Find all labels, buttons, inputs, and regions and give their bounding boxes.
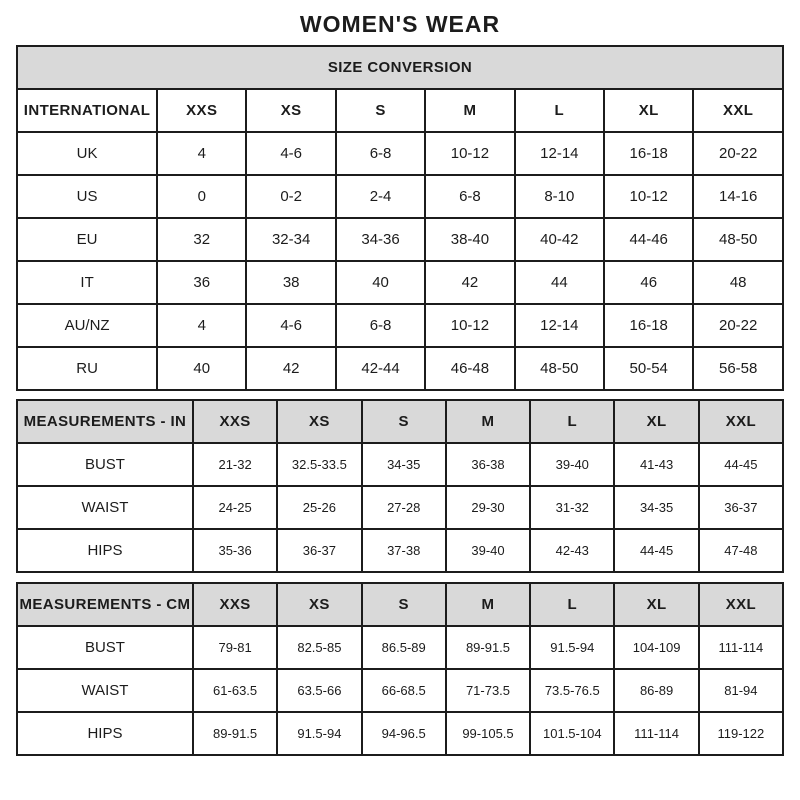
row-label: UK bbox=[17, 132, 157, 175]
cell: 35-36 bbox=[193, 529, 277, 572]
cell: 10-12 bbox=[425, 304, 514, 347]
table-row-uk bbox=[17, 132, 783, 175]
header-cell-measurements-in: MEASUREMENTS - IN bbox=[17, 400, 193, 443]
cell: 42-43 bbox=[530, 529, 614, 572]
cell: 82.5-85 bbox=[277, 626, 361, 669]
cell: 40 bbox=[157, 347, 246, 390]
cell: 16-18 bbox=[604, 132, 693, 175]
cell: 89-91.5 bbox=[446, 626, 530, 669]
header-cell: S bbox=[336, 89, 425, 132]
cell: 29-30 bbox=[446, 486, 530, 529]
header-cell: M bbox=[425, 89, 514, 132]
cell: 44 bbox=[515, 261, 604, 304]
cell: 46-48 bbox=[425, 347, 514, 390]
banner-row bbox=[17, 46, 783, 89]
row-label: BUST bbox=[17, 443, 193, 486]
row-label: WAIST bbox=[17, 486, 193, 529]
cell: 56-58 bbox=[693, 347, 783, 390]
table-row-bust-in bbox=[17, 443, 783, 486]
cell: 32.5-33.5 bbox=[277, 443, 361, 486]
cell: 12-14 bbox=[515, 132, 604, 175]
cell: 99-105.5 bbox=[446, 712, 530, 755]
cell: 31-32 bbox=[530, 486, 614, 529]
cell: 39-40 bbox=[530, 443, 614, 486]
cell: 44-45 bbox=[614, 529, 698, 572]
header-cell: XS bbox=[277, 400, 361, 443]
cell: 89-91.5 bbox=[193, 712, 277, 755]
cell: 21-32 bbox=[193, 443, 277, 486]
cell: 4-6 bbox=[246, 304, 335, 347]
header-cell: XL bbox=[614, 400, 698, 443]
cell: 2-4 bbox=[336, 175, 425, 218]
cell: 63.5-66 bbox=[277, 669, 361, 712]
header-cell: S bbox=[362, 583, 446, 626]
cell: 10-12 bbox=[425, 132, 514, 175]
cell: 61-63.5 bbox=[193, 669, 277, 712]
row-label: AU/NZ bbox=[17, 304, 157, 347]
cell: 73.5-76.5 bbox=[530, 669, 614, 712]
row-label: US bbox=[17, 175, 157, 218]
header-cell-international: INTERNATIONAL bbox=[17, 89, 157, 132]
cell: 50-54 bbox=[604, 347, 693, 390]
cell: 32 bbox=[157, 218, 246, 261]
cell: 91.5-94 bbox=[277, 712, 361, 755]
cell: 36-37 bbox=[699, 486, 783, 529]
table-row-us bbox=[17, 175, 783, 218]
cell: 4 bbox=[157, 304, 246, 347]
cell: 32-34 bbox=[246, 218, 335, 261]
table-row-aunz bbox=[17, 304, 783, 347]
header-cell: L bbox=[515, 89, 604, 132]
cell: 27-28 bbox=[362, 486, 446, 529]
row-label: IT bbox=[17, 261, 157, 304]
header-cell: XXL bbox=[693, 89, 783, 132]
cell: 86.5-89 bbox=[362, 626, 446, 669]
cell: 46 bbox=[604, 261, 693, 304]
table-row-it bbox=[17, 261, 783, 304]
cell: 101.5-104 bbox=[530, 712, 614, 755]
cell: 48-50 bbox=[515, 347, 604, 390]
header-cell: XL bbox=[614, 583, 698, 626]
header-cell: M bbox=[446, 583, 530, 626]
cell: 44-45 bbox=[699, 443, 783, 486]
measurements-cm-table bbox=[16, 582, 784, 756]
cell: 4 bbox=[157, 132, 246, 175]
cell: 37-38 bbox=[362, 529, 446, 572]
row-label: HIPS bbox=[17, 712, 193, 755]
cell: 48-50 bbox=[693, 218, 783, 261]
cell: 24-25 bbox=[193, 486, 277, 529]
header-row bbox=[17, 400, 783, 443]
cell: 48 bbox=[693, 261, 783, 304]
header-cell: L bbox=[530, 583, 614, 626]
header-cell: L bbox=[530, 400, 614, 443]
measurements-in-table bbox=[16, 399, 784, 573]
header-cell: XS bbox=[277, 583, 361, 626]
cell: 38-40 bbox=[425, 218, 514, 261]
cell: 20-22 bbox=[693, 304, 783, 347]
header-cell: XXL bbox=[699, 400, 783, 443]
cell: 6-8 bbox=[336, 304, 425, 347]
table-row-waist-in bbox=[17, 486, 783, 529]
cell: 6-8 bbox=[425, 175, 514, 218]
cell: 34-36 bbox=[336, 218, 425, 261]
cell: 94-96.5 bbox=[362, 712, 446, 755]
row-label: WAIST bbox=[17, 669, 193, 712]
table-row-waist-cm bbox=[17, 669, 783, 712]
header-row bbox=[17, 89, 783, 132]
header-cell: M bbox=[446, 400, 530, 443]
header-cell: XXS bbox=[193, 400, 277, 443]
cell: 16-18 bbox=[604, 304, 693, 347]
cell: 14-16 bbox=[693, 175, 783, 218]
row-label: BUST bbox=[17, 626, 193, 669]
cell: 40 bbox=[336, 261, 425, 304]
cell: 44-46 bbox=[604, 218, 693, 261]
cell: 4-6 bbox=[246, 132, 335, 175]
size-conversion-table bbox=[16, 45, 784, 391]
cell: 34-35 bbox=[362, 443, 446, 486]
header-cell: XXL bbox=[699, 583, 783, 626]
table-row-hips-cm bbox=[17, 712, 783, 755]
cell: 42 bbox=[246, 347, 335, 390]
table-row-eu bbox=[17, 218, 783, 261]
row-label: HIPS bbox=[17, 529, 193, 572]
header-cell-measurements-cm: MEASUREMENTS - CM bbox=[17, 583, 193, 626]
cell: 111-114 bbox=[614, 712, 698, 755]
cell: 10-12 bbox=[604, 175, 693, 218]
cell: 119-122 bbox=[699, 712, 783, 755]
row-label: EU bbox=[17, 218, 157, 261]
row-label: RU bbox=[17, 347, 157, 390]
cell: 38 bbox=[246, 261, 335, 304]
header-cell: S bbox=[362, 400, 446, 443]
cell: 0-2 bbox=[246, 175, 335, 218]
cell: 71-73.5 bbox=[446, 669, 530, 712]
cell: 36-37 bbox=[277, 529, 361, 572]
cell: 12-14 bbox=[515, 304, 604, 347]
cell: 81-94 bbox=[699, 669, 783, 712]
cell: 79-81 bbox=[193, 626, 277, 669]
cell: 111-114 bbox=[699, 626, 783, 669]
cell: 42-44 bbox=[336, 347, 425, 390]
cell: 41-43 bbox=[614, 443, 698, 486]
header-row bbox=[17, 583, 783, 626]
table-row-hips-in bbox=[17, 529, 783, 572]
cell: 36 bbox=[157, 261, 246, 304]
page-title: WOMEN'S WEAR bbox=[299, 11, 501, 37]
size-conversion-banner: SIZE CONVERSION bbox=[17, 46, 783, 89]
cell: 0 bbox=[157, 175, 246, 218]
cell: 86-89 bbox=[614, 669, 698, 712]
cell: 40-42 bbox=[515, 218, 604, 261]
cell: 42 bbox=[425, 261, 514, 304]
cell: 47-48 bbox=[699, 529, 783, 572]
table-row-bust-cm bbox=[17, 626, 783, 669]
header-cell: XXS bbox=[157, 89, 246, 132]
table-row-ru bbox=[17, 347, 783, 390]
header-cell: XL bbox=[604, 89, 693, 132]
header-cell: XXS bbox=[193, 583, 277, 626]
cell: 25-26 bbox=[277, 486, 361, 529]
cell: 66-68.5 bbox=[362, 669, 446, 712]
cell: 6-8 bbox=[336, 132, 425, 175]
header-cell: XS bbox=[246, 89, 335, 132]
cell: 20-22 bbox=[693, 132, 783, 175]
cell: 91.5-94 bbox=[530, 626, 614, 669]
cell: 34-35 bbox=[614, 486, 698, 529]
cell: 8-10 bbox=[515, 175, 604, 218]
cell: 39-40 bbox=[446, 529, 530, 572]
cell: 104-109 bbox=[614, 626, 698, 669]
cell: 36-38 bbox=[446, 443, 530, 486]
